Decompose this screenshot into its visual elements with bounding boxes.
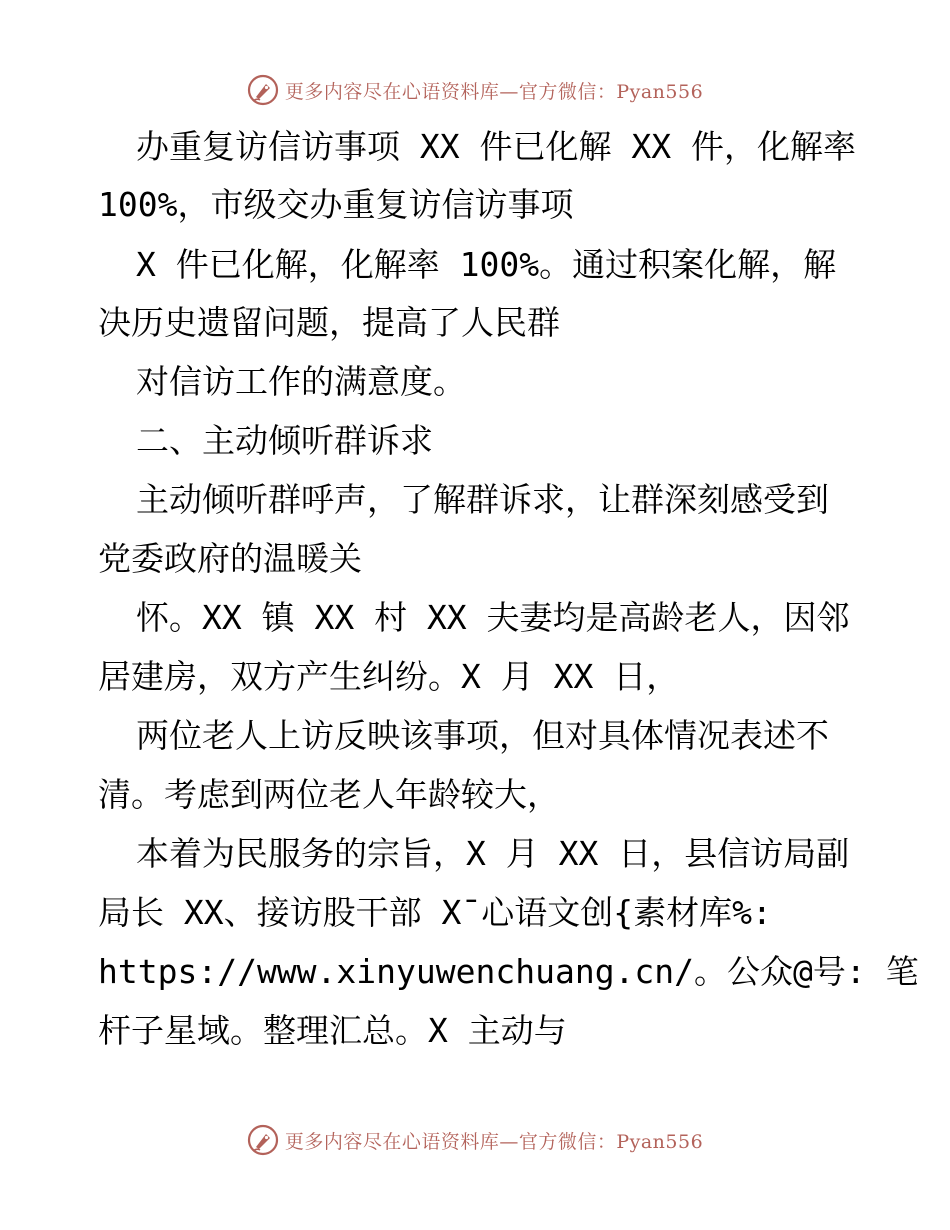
text-line: 党委政府的温暖关	[98, 539, 362, 578]
footer-watermark-banner	[0, 1120, 950, 1160]
text-line: 本着为民服务的宗旨，X 月 XX 日，县信访局副	[136, 834, 850, 873]
text-line: 对信访工作的满意度。	[136, 362, 466, 401]
pen-nib-logo-icon	[247, 1124, 279, 1156]
header-watermark-banner	[0, 70, 950, 110]
text-line: 清。考虑到两位老人年龄较大，	[98, 775, 560, 814]
text-line: 决历史遗留问题，提高了人民群	[98, 303, 560, 342]
section-heading: 二、主动倾听群诉求	[136, 421, 433, 460]
text-line: 两位老人上访反映该事项，但对具体情况表述不	[136, 716, 829, 755]
text-line: X 件已化解，化解率 100%。通过积案化解，解	[136, 245, 837, 284]
footer-watermark-text: 更多内容尽在心语资料库—官方微信：Pyan556	[284, 1130, 704, 1153]
header-watermark-text: 更多内容尽在心语资料库—官方微信：Pyan556	[284, 80, 704, 103]
pen-nib-logo-icon	[247, 74, 279, 106]
text-line: 局长 XX、接访股干部 X¯心语文创{素材库%:	[98, 893, 772, 932]
text-line: 居建房，双方产生纠纷。X 月 XX 日，	[98, 657, 680, 696]
text-line: 办重复访信访事项 XX 件已化解 XX 件，化解率	[136, 127, 856, 166]
text-line: 主动倾听群呼声，了解群诉求，让群深刻感受到	[136, 480, 829, 519]
text-line: 100%，市级交办重复访信访事项	[98, 185, 574, 224]
text-line: https://www.xinyuwenchuang.cn/。公众@号: 笔	[98, 952, 919, 991]
text-line: 怀。XX 镇 XX 村 XX 夫妻均是高龄老人，因邻	[136, 598, 850, 637]
text-line: 杆子星域。整理汇总。X 主动与	[98, 1011, 567, 1050]
